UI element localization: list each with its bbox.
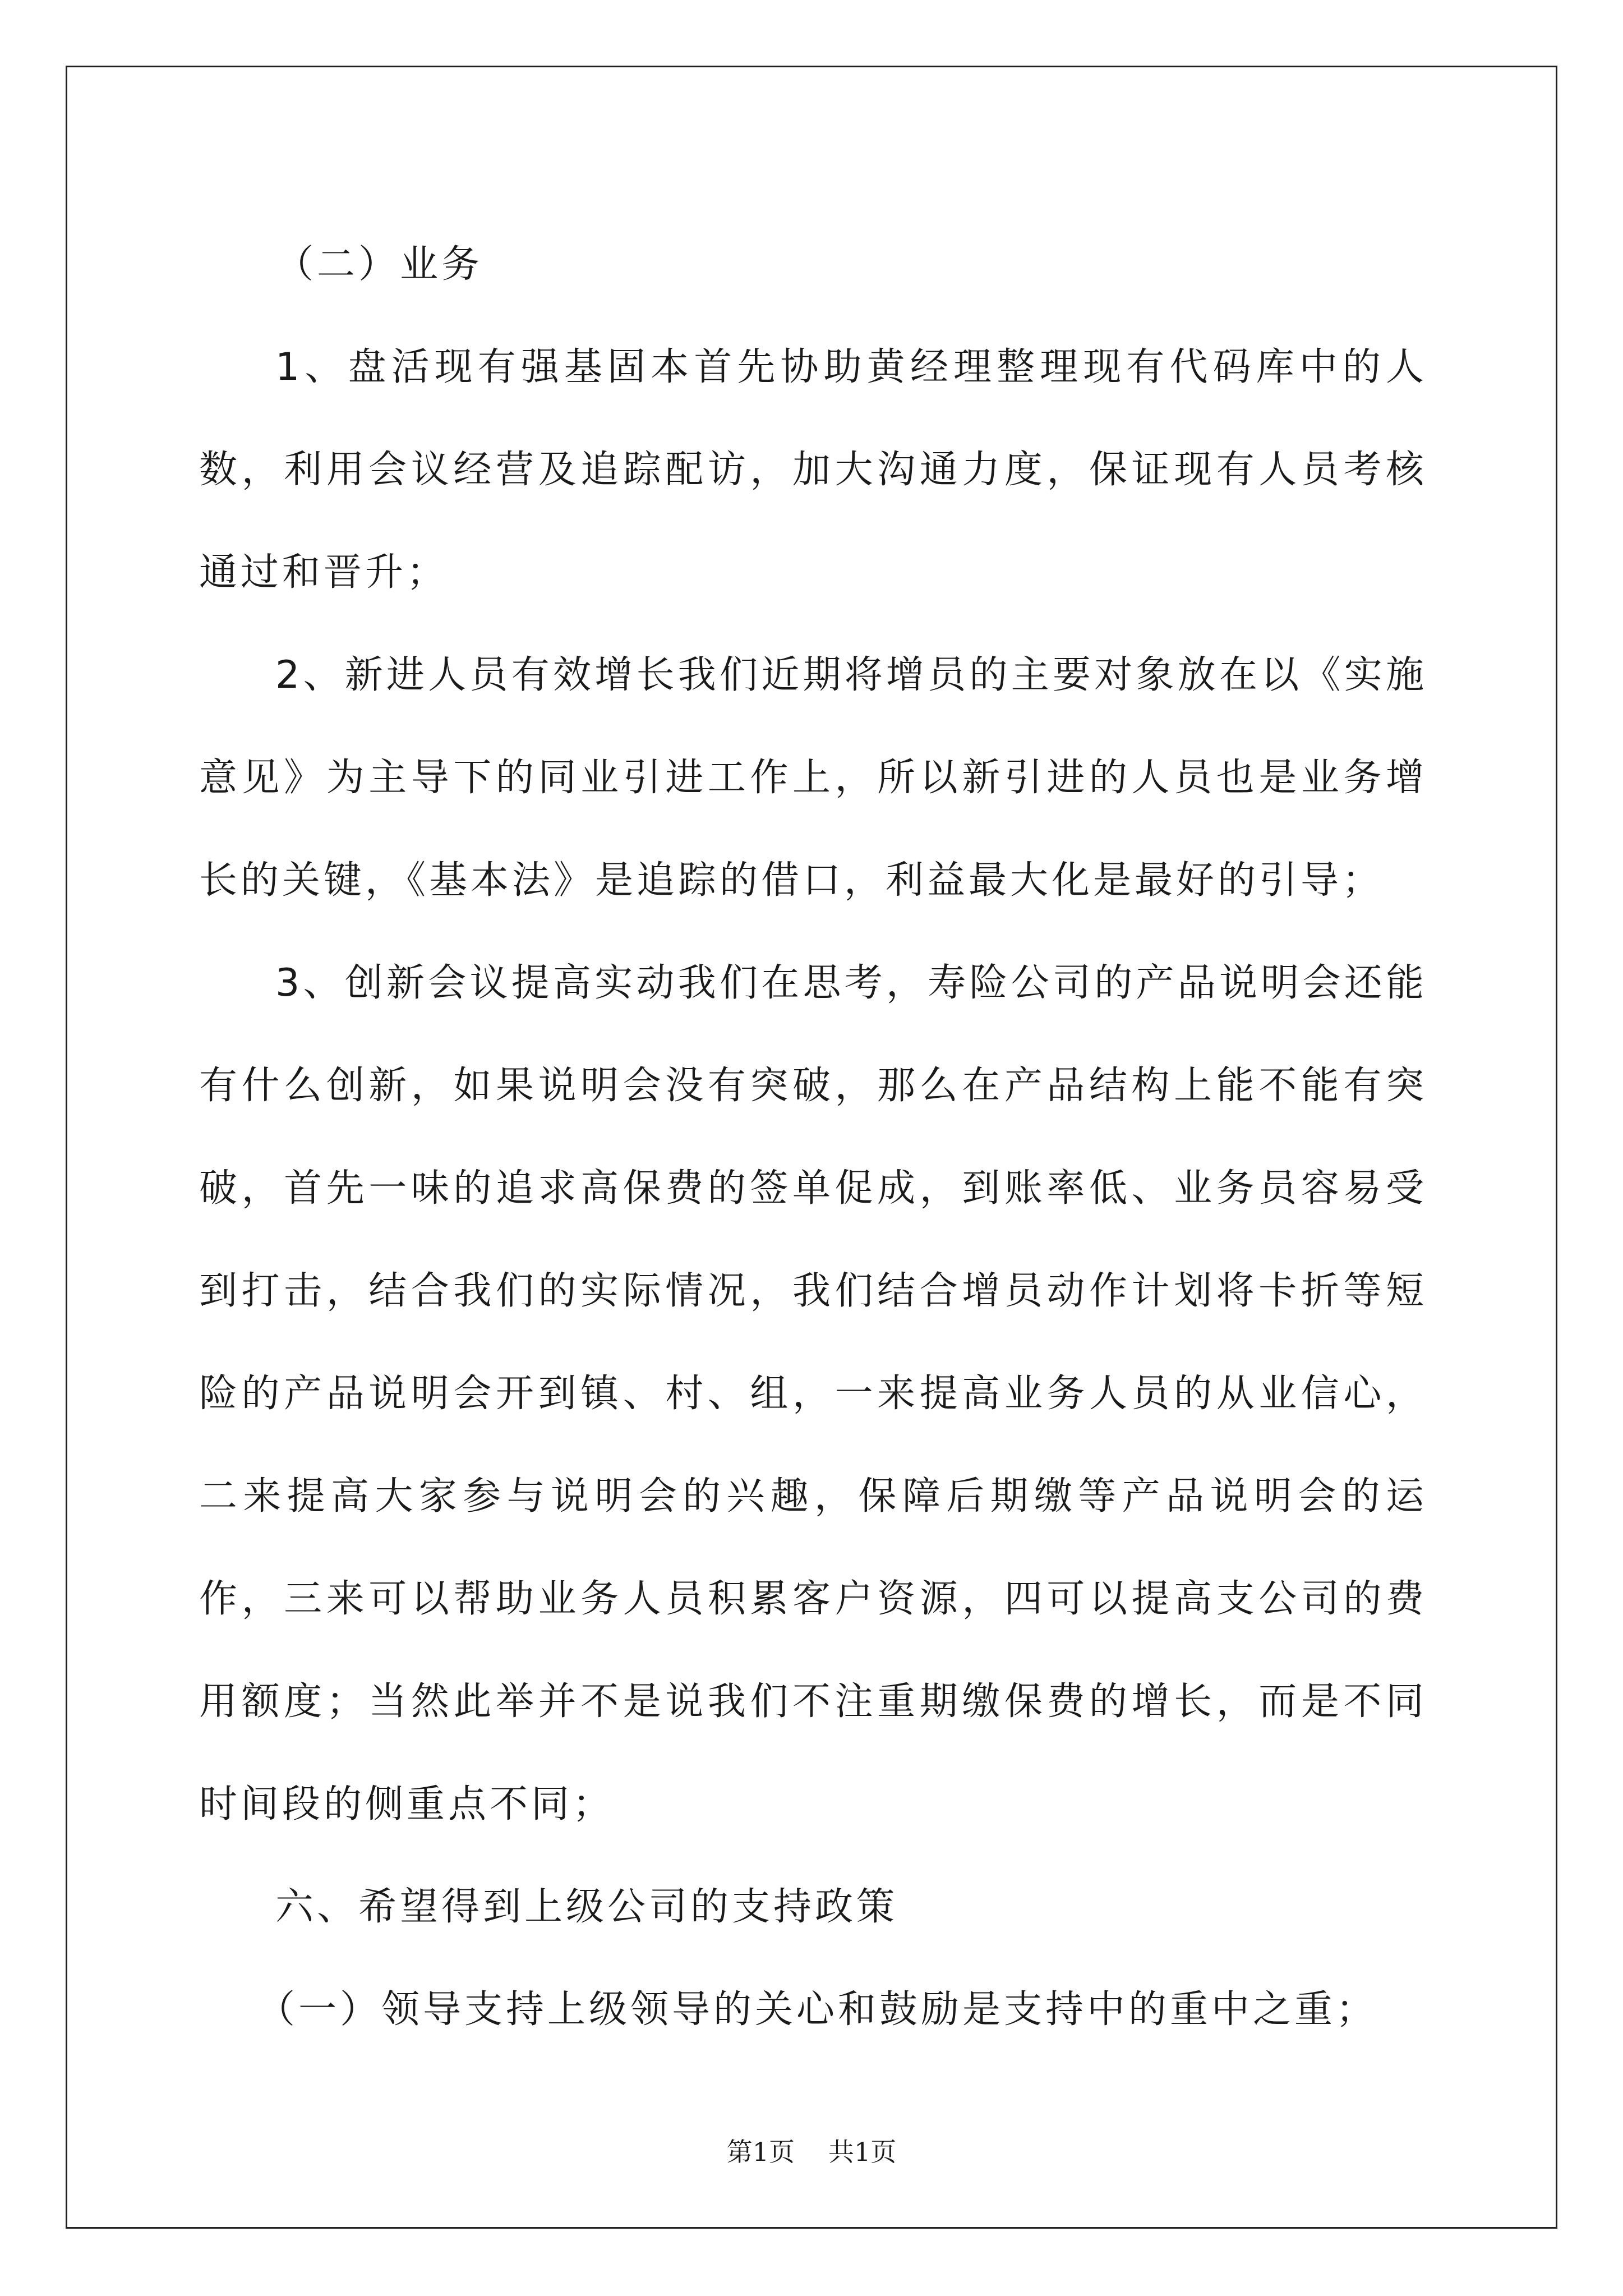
- document-body: [199, 213, 1427, 2061]
- section-heading-business: （二）业务: [275, 242, 483, 287]
- paragraph-sub-1: （一）领导支持上级领导的关心和鼓励是支持中的重中之重；: [257, 1987, 1378, 2032]
- page-footer: [0, 2132, 1623, 2169]
- paragraph-item-3: 3、创新会议提高实动我们在思考，寿险公司的产品说明会还能有什么创新，如果说明会没有突破，那么在产品结构上能不能有突破，首先一味的追求高保费的签单促成，到账率低、业务员容易受到打击，结合我们的实际情况，我们结合增员动作计划将卡折等短险的产品说明会开到镇、村、组，一来提高业务人员的从业信心，二来提高大家参与说明会的兴趣，保障后期缴等产品说明会的运作，三来可以帮助业务人员积累客户资源，四可以提高支公司的费用额度；当然此举并不是说我们不注重期缴保费的增长，而是不同时间段的侧重点不同；: [199, 961, 1427, 1826]
- page-number: 第1页: [726, 2137, 795, 2167]
- paragraph-item-2: 2、新进人员有效增长我们近期将增员的主要对象放在以《实施意见》为主导下的同业引进工作上，所以新引进的人员也是业务增长的关键，《基本法》是追踪的借口，利益最大化是最好的引导；: [199, 653, 1427, 903]
- paragraph-item-1: 1、盘活现有强基固本首先协助黄经理整理现有代码库中的人数，利用会议经营及追踪配访，加大沟通力度，保证现有人员考核通过和晋升；: [199, 345, 1427, 595]
- page-total: 共1页: [828, 2137, 897, 2167]
- section-heading-6: 六、希望得到上级公司的支持政策: [275, 1885, 898, 1929]
